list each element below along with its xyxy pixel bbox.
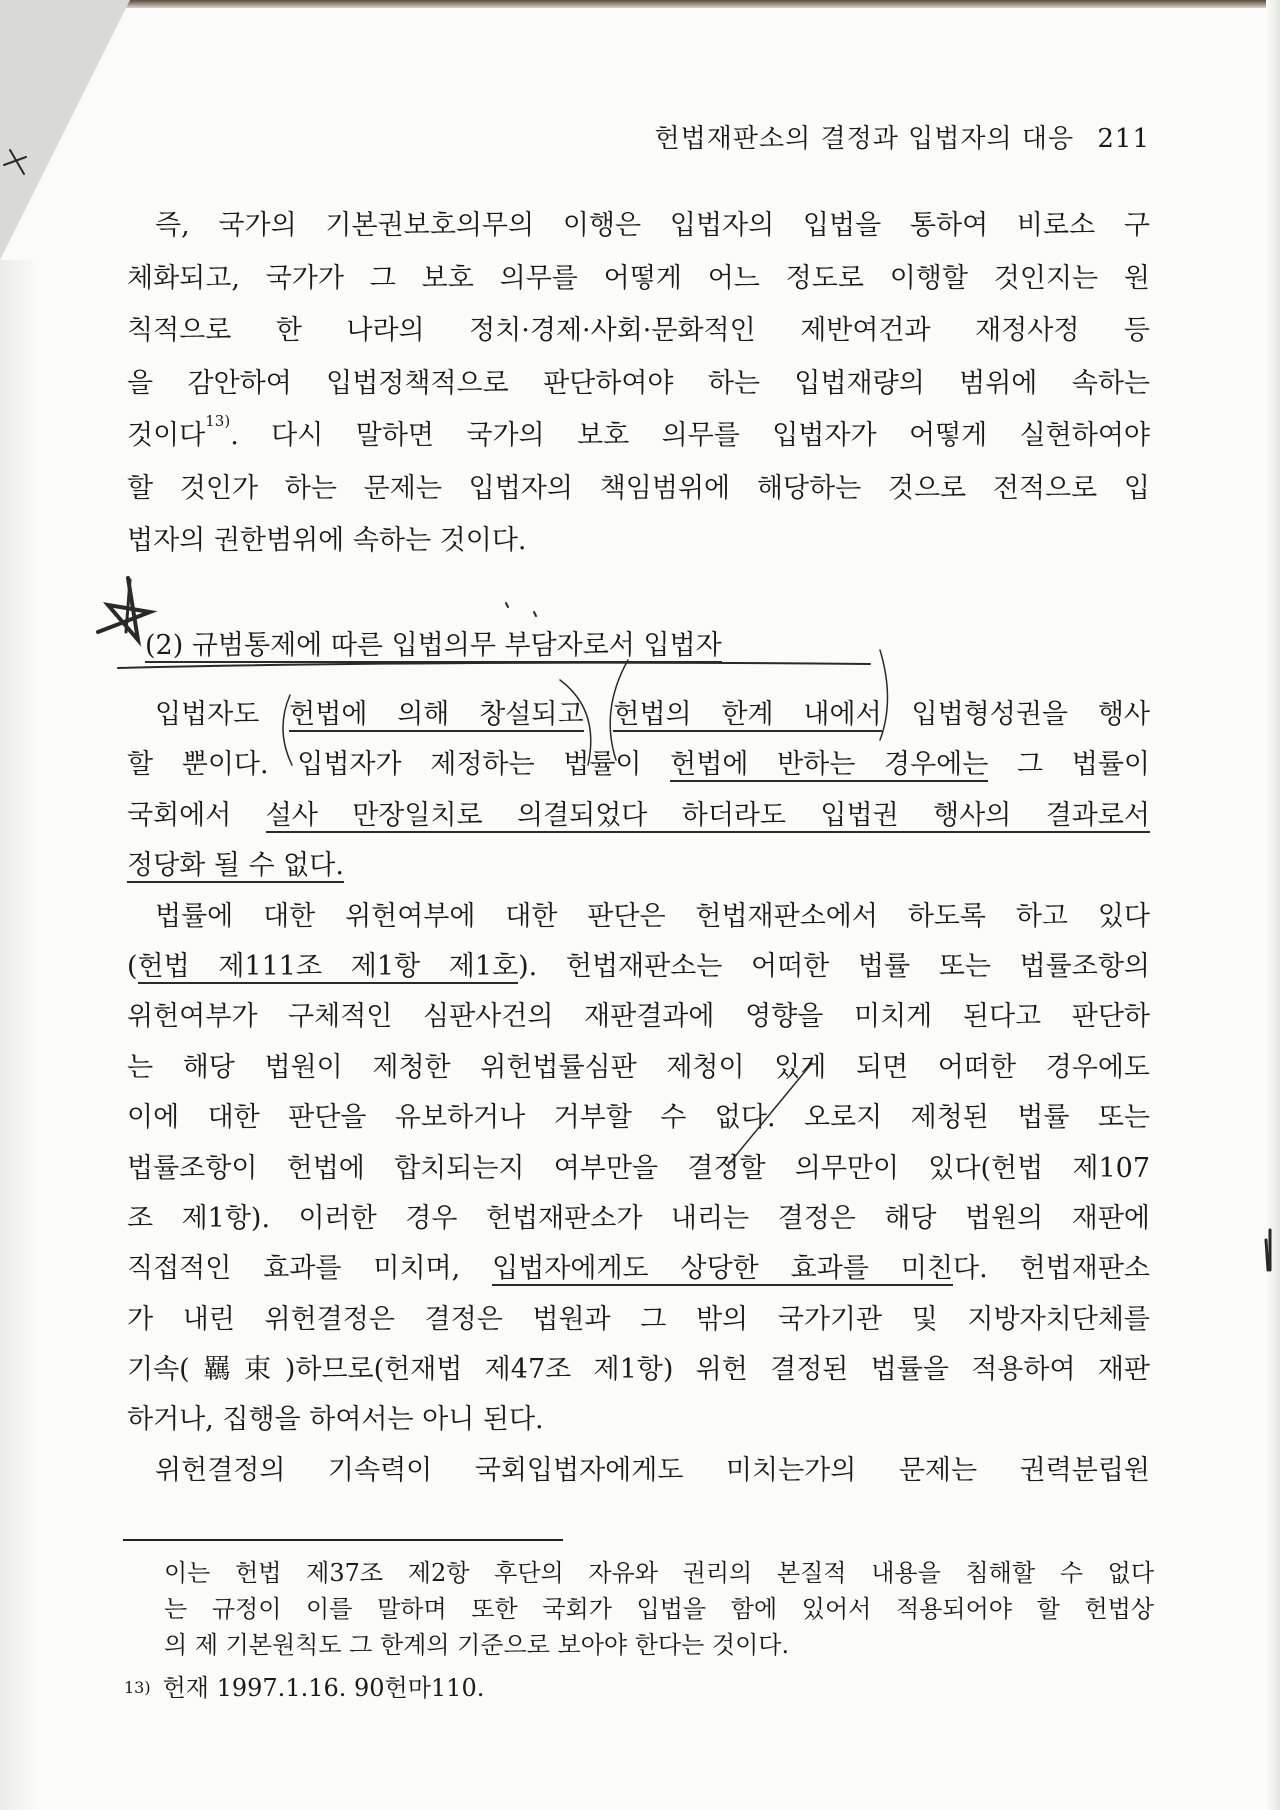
text-segment: ). 헌법재판소는 어떠한 법률 또는 법률조항의 [518, 950, 1150, 982]
text-line [127, 410, 1150, 463]
text-line [127, 1144, 1150, 1194]
text-line [127, 1395, 1150, 1445]
text-line [127, 942, 1150, 992]
text-segment: 는 해당 법원이 제청한 위헌법률심판 제청이 있게 되면 어떠한 경우에도 [127, 1051, 1150, 1083]
text-line [127, 463, 1150, 516]
text-segment: 조 제1항). 이러한 경우 헌법재판소가 내리는 결정은 해당 법원의 재판에 [127, 1202, 1150, 1234]
text-segment: 는 규정이 이를 말하며 또한 국회가 입법을 함에 있어서 적용되어야 할 헌법상 [164, 1595, 1154, 1623]
paragraph-1 [127, 200, 1150, 568]
paragraphs-main [127, 690, 1150, 1496]
underlined-text: 입법자에게도 상당한 효과를 미친 [492, 1253, 953, 1285]
text-segment: 을 감안하여 입법정책적으로 판단하여야 하는 입법재량의 범위에 속하는 [127, 367, 1150, 399]
text-segment: 하거나, 집행을 하여서는 아니 된다. [127, 1404, 544, 1436]
section-heading [145, 622, 1168, 670]
scan-top-edge [0, 0, 1280, 8]
text-line [127, 690, 1150, 740]
text-line [127, 358, 1150, 411]
text-line [127, 515, 1150, 568]
text-line [127, 1043, 1150, 1093]
text-line [127, 1244, 1150, 1294]
text-segment: . 다시 말하면 국가의 보호 의무를 입법자가 어떻게 실현하여야 [230, 420, 1150, 451]
text-segment: 위헌여부가 구체적인 심판사건의 재판결과에 영향을 미치게 된다고 판단하 [127, 1001, 1150, 1033]
underlined-text: 헌법에 의해 창설되고 [289, 699, 584, 730]
page-left-shadow [0, 260, 40, 1810]
text-line [127, 892, 1150, 942]
text-line [164, 1555, 1154, 1591]
text-segment: 직접적인 효과를 미치며, [127, 1253, 493, 1285]
text-segment: ( [127, 950, 138, 982]
text-segment [584, 699, 614, 730]
underlined-text: 헌법의 한계 내에서 [613, 699, 882, 730]
underlined-text: 헌법 제111조 제1항 제1호 [137, 950, 519, 982]
text-line [127, 740, 1150, 790]
text-segment: 이에 대한 판단을 유보하거나 거부할 수 없다. 오로지 제청된 법률 또는 [127, 1102, 1150, 1134]
footnote-text: 헌재 1997.1.16. 90헌마110. [162, 1674, 485, 1702]
running-head [655, 118, 1150, 155]
text-segment: 기속(羈束)하므로(헌재법 제47조 제1항) 위헌 결정된 법률을 적용하여 재판 [127, 1354, 1150, 1386]
underlined-text: 정당화 될 수 없다. [127, 850, 344, 882]
text-segment: 국회에서 [127, 799, 266, 831]
footnote-divider [123, 1539, 563, 1541]
footnote-13 [124, 1670, 484, 1706]
text-line [127, 841, 1150, 891]
underlined-text: 헌법에 반하는 경우에는 [670, 749, 989, 781]
page-curl-shadow [0, 0, 130, 260]
text-line [127, 1446, 1150, 1496]
text-segment: 입법자도 [155, 699, 290, 730]
text-line [164, 1591, 1154, 1627]
text-line [127, 253, 1150, 306]
footnote-continued [164, 1555, 1154, 1663]
text-segment: 할 것인가 하는 문제는 입법자의 책임범위에 해당하는 것으로 전적으로 입 [127, 472, 1150, 504]
page-number: 211 [1097, 124, 1150, 154]
text-segment: 입법형성권을 행사 [881, 699, 1150, 730]
text-line [164, 1627, 1154, 1663]
text-line [127, 1194, 1150, 1244]
text-segment: 다. 헌법재판소 [953, 1253, 1150, 1285]
text-segment: 체화되고, 국가가 그 보호 의무를 어떻게 어느 정도로 이행할 것인지는 원 [127, 262, 1150, 294]
text-segment: 것이다 [127, 420, 206, 451]
text-segment: 의 제 기본원칙도 그 한계의 기준으로 보아야 한다는 것이다. [164, 1631, 790, 1659]
footnote-ref: 13) [205, 412, 231, 430]
pen-mark [126, 580, 130, 632]
text-segment: 이는 헌법 제37조 제2항 후단의 자유와 권리의 본질적 내용을 침해할 수 없다 [164, 1559, 1154, 1587]
text-line [127, 992, 1150, 1042]
text-segment: 즉, 국가의 기본권보호의무의 이행은 입법자의 입법을 통하여 비로소 구 [155, 210, 1150, 241]
page-right-shadow [1266, 0, 1280, 1810]
text-line [127, 1295, 1150, 1345]
text-line [127, 1345, 1150, 1395]
section-heading-text: (2) 규범통제에 따른 입법의무 부담자로서 입법자 [145, 630, 722, 661]
text-segment: 위헌결정의 기속력이 국회입법자에게도 미치는가의 문제는 권력분립원 [155, 1454, 1150, 1486]
footnote-number: 13) [124, 1678, 151, 1697]
text-segment: 법자의 권한범위에 속하는 것이다. [127, 525, 527, 556]
text-segment: 할 뿐이다. 입법자가 제정하는 법률이 [127, 749, 671, 781]
text-segment: 가 내린 위헌결정은 결정은 법원과 그 밖의 국가기관 및 지방자치단체를 [127, 1303, 1150, 1335]
underlined-text: 설사 만장일치로 의결되었다 하더라도 입법권 행사의 결과로서 [265, 799, 1150, 831]
star-mark-icon [98, 578, 150, 640]
text-line [127, 791, 1150, 841]
text-segment: 법률에 대한 위헌여부에 대한 판단은 헌법재판소에서 하도록 하고 있다 [155, 900, 1150, 932]
text-line [127, 305, 1150, 358]
running-head-title: 헌법재판소의 결정과 입법자의 대응 [654, 124, 1075, 154]
text-segment: 법률조항이 헌법에 합치되는지 여부만을 결정할 의무만이 있다(헌법 제107 [127, 1152, 1150, 1184]
text-line [127, 1093, 1150, 1143]
text-segment: 칙적으로 한 나라의 정치·경제·사회·문화적인 제반여건과 재정사정 등 [127, 315, 1150, 346]
text-line [127, 200, 1150, 253]
text-segment: 그 법률이 [988, 749, 1150, 781]
pen-dot [506, 603, 536, 616]
